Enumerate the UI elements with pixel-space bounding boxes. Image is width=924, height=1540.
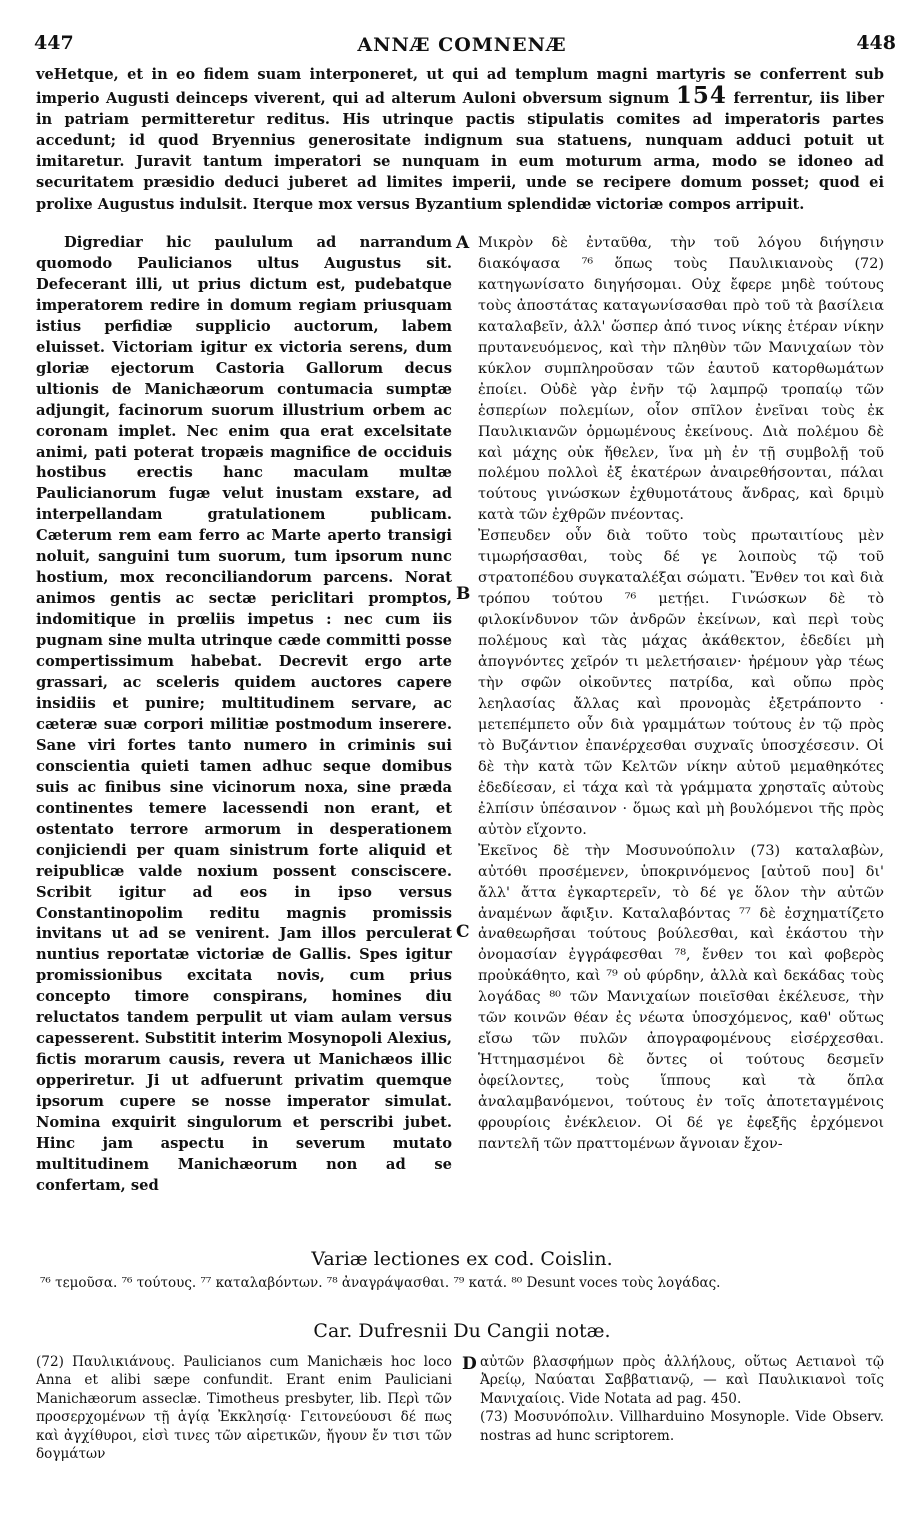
variae-lectiones-title: Variæ lectiones ex cod. Coislin. [311,1248,613,1270]
running-header [0,32,924,60]
margin-letter-c: C [456,922,470,942]
margin-letter-b: B [456,584,471,604]
page-number-left: 447 [34,32,74,54]
note-72-continued: αὐτῶν βλασφήμων πρὸς ἀλλήλους, οὕτως Αετιανοὶ τῷ Ἀρείῳ, Ναύαται Σαββατιανῷ, — καὶ Παυλικιανοὶ τοῖς Μανιχαίοις. Vide Notata ad pag. 450. [480,1354,884,1407]
greek-column [478,233,884,1155]
greek-paragraph-1: Μικρὸν δὲ ἐνταῦθα, τὴν τοῦ λόγου διήγησιν διακόψασα ⁷⁶ ὅπως τοὺς Παυλικιανοὺς (72) κατηγωνίσατο διηγήσομαι. Οὐχ ἔφερε μηδὲ τούτους τοὺς ἀποστάτας καταγωνίσασθαι πρὸ τοῦ τὰ βασίλεια καταλαβεῖν, ἀλλ' ὥσπερ ἀπό τινος νίκης ἑτέραν νίκην πρυτανευόμενος, καὶ τὴν πληθὺν τῶν Μανιχαίων τὸν κύκλον συμπληροῦσαν τῶν ἑαυτοῦ κατορθωμάτων ἐποίει. Οὐδὲ γὰρ ἐνῆν τῷ λαμπρῷ τροπαίῳ τῶν ἑσπερίων πολεμίων, οἷον σπῖλον ἐνεῖναι τοὺς ἐκ Παυλικιανῶν ὁρμωμένους ἐκείνους. Διὰ πολέμου δὲ καὶ μάχης οὐκ ἤθελεν, ἵνα μὴ ἐν τῇ συμβολῇ τοῦ πολέμου πολλοὶ ἐξ ἑκατέρων ἀναιρεθήσονται, πάλαι τούτους γινώσκων ἐχθυμοτάτους ἄνδρας, καὶ δριμὺ κατὰ τῶν ἐχθρῶν πνέοντας. [478,235,884,524]
note-72: (72) Παυλικιάνους. Paulicianos cum Manichæis hoc loco Anna et alibi sæpe confundit. Erant enim Pauliciani Manichæorum asseclæ. Timotheus presbyter, lib. Περὶ τῶν προσερχομένων τῇ ἁγίᾳ Ἐκκλησίᾳ· Γειτονεύουσι δέ πως καὶ ἀγχίθυροι, εἰσὶ τινες τῶν αἱρετικῶν, ἤγουν ἔν τισι τῶν δογμάτων [36,1354,452,1463]
intro-paragraph [36,64,884,215]
notes-title: Car. Dufresnii Du Cangii notæ. [313,1320,611,1342]
intro-text-b: ferrentur, iis liber in patriam permitteretur reditus. His utrinque pactis stipulatis comites ad imperatoris partes accedunt; id quod Bryennius generositate indignum sua statuens, nunquam adduci potuit ut imitaretur. Juravit tantum imperatori se nunquam in eum moturum arma, modo se idoneo ad securitatem præsidio deduci juberet ad limites imperii, unde se recipere domum posset; quod ei prolixe Augustus indulsit. Iterque mox versus Byzantium splendidæ victoriæ compos arripuit. [36,90,884,213]
latin-column [36,233,452,1197]
note-73: (73) Μοσυνόπολιν. Villharduino Mosynople. Vide Observ. nostras ad hunc scriptorem. [480,1409,884,1444]
notes-left-column [36,1353,452,1463]
variae-lectiones-text [40,1274,886,1293]
greek-paragraph-2: Ἐσπευδεν οὖν διὰ τοῦτο τοὺς πρωταιτίους μὲν τιμωρήσασθαι, τοὺς δέ γε λοιποὺς τῷ τοῦ στρατοπέδου συγκαταλέξαι σώματι. Ἔνθεν τοι καὶ διὰ τρόπου τούτου ⁷⁶ μετῄει. Γινώσκων δὲ τὸ φιλοκίνδυνον τῶν ἀνδρῶν ἐκείνων, καὶ περὶ τοὺς πολέμους καὶ τὰς μάχας ἀκάθεκτον, ἐδεδίει μὴ ἀπογνόντες χεῖρόν τι μελετήσαιεν· ἠρέμουν γὰρ τέως τὴν σφῶν οἰκοῦντες πατρίδα, καὶ οὔπω πρὸς λεηλασίας ἄλλας καὶ προνομὰς ἐξετράποντο · μετεπέμπετο οὖν διὰ γραμμάτων τούτους ἐν τῷ πρὸς τὸ Βυζάντιον ἐπανέρχεσθαι συχναῖς ὑποσχέσεσιν. Οἱ δὲ τὴν κατὰ τῶν Κελτῶν νίκην αὐτοῦ μεμαθηκότες ἐδεδίεσαν, εἰ τάχα καὶ τὰ γράμματα χρησταῖς αὐτοὺς ἐλπίσιν ὑπέσαινον · ὅμως καὶ μὴ βουλόμενοι τῆς πρὸς αὐτὸν εἴχοντο. [478,528,884,838]
variae-lectiones-body: ⁷⁶ τεμοῦσα. ⁷⁶ τούτους. ⁷⁷ καταλαβόντων. ⁷⁸ ἀναγράψασθαι. ⁷⁹ κατά. ⁸⁰ Desunt voces τοὺς λογάδας. [40,1275,721,1291]
margin-letter-a: A [456,233,470,253]
latin-paragraph: Digrediar hic paululum ad narrandum quomodo Paulicianos ultus Augustus sit. Defecerant illi, ut prius dictum est, pudebatque imperatorem redire in domum regiam priusquam istius perfidiæ supplicio auctorum, labem eluisset. Victoriam igitur ex victoria serens, dum gloriæ ejectorum Castoria Gallorum decus ultionis de Manichæorum contumacia sumptæ adjungit, facinorum suorum illustrium orbem ac coronam implet. Nec enim qua erat excelsitate animi, pati poterat tropæis magnifice de occiduis hostibus erectis hanc maculam multæ Paulicianorum fugæ velut inustam exstare, ad interpellandam gratulationem publicam. Cæterum rem eam ferro ac Marte aperto transigi noluit, sanguini tum suorum, tum ipsorum nunc hostium, mox reconciliandorum parcens. Norat animos gentis ac sectæ periclitari promptos, indomitique in prœliis impetus : nec cum iis pugnam sine multa utrinque cæde committi posse compertissimum habebat. Decrevit ergo arte grassari, ac sceleris quidem auctores capere insidiis et punire; multitudinem servare, ac cæteræ suæ corpori militiæ postmodum inserere. Sane viri fortes tanto numero in criminis sui conscientia quieti tamen adhuc seque domibus suis ac finibus sine vicinorum noxa, sine præda continentes temere lacessendi non erant, et ostentato terrore armorum in desperationem conjiciendi per quam sinistrum forte aliquid et reipublicæ valde noxium possent consciscere. Scribit igitur ad eos in ipso versus Constantinopolim reditu magnis promissis invitans ut ad se venirent. Jam illos perculerat nuntius reportatæ victoriæ de Gallis. Spes igitur promissionibus excitata novis, cum prius concepto timore conspirans, homines diu reluctatos tandem perpulit ut viam aulam versus capesserent. Substitit interim Mosynopoli Alexius, fictis morarum causis, revera ut Manichæos illic opperiretur. Ji ut adfuerunt privatim quemque ipsorum cupere se nosse imperator simulat. Nomina exquirit singulorum et perscribi jubet. Hinc jam aspectu in severum mutato multitudinem Manichæorum non ad se confertam, sed [36,234,452,1194]
running-title: ANNÆ COMNENÆ [357,34,567,56]
margin-letter-d: D [462,1354,477,1374]
section-number: 154 [675,82,727,110]
intro-text-a: veHetque, et in eo fidem suam interponeret, ut qui ad templum magni martyris se conferrent sub imperio Augusti deinceps viverent, qui ad alterum Auloni obversum signum [36,66,884,108]
greek-paragraph-3: Ἐκεῖνος δὲ τὴν Μοσυνούπολιν (73) καταλαβὼν, αὐτόθι προσέμενεν, ὑποκρινόμενος [αὐτοῦ που] δι' ἄλλ' ἄττα ἐγκαρτερεῖν, τὸ δέ γε ὅλον τὴν αὐτῶν ἀναμένων ἄφιξιν. Καταλαβόντας ⁷⁷ δὲ ἐσχηματίζετο ἀναθεωρῆσαι τούτους βούλεσθαι, καὶ ἑκάστου τὴν ὀνομασίαν ἐγγράφεσθαι ⁷⁸, ἔνθεν τοι καὶ φοβερὸς προὐκάθητο, καὶ ⁷⁹ οὐ φύρδην, ἀλλὰ καὶ δεκάδας τοὺς λογάδας ⁸⁰ τῶν Μανιχαίων ποιεῖσθαι ἐκέλευσε, τὴν τῶν κοινῶν θέαν ἐς νέωτα ὑποσχόμενος, καθ' οὕτως εἴσω τῶν πυλῶν ἀπογραφομένους εἰσέρχεσθαι. Ἡττημασμένοι δὲ ὄντες οἱ τούτους δεσμεῖν ὀφείλοντες, τοὺς ἵππους καὶ τὰ ὅπλα ἀναλαμβανόμενοι, τούτους ἐν τοῖς ἀποτεταγμένοις φρουρίοις ἐνέκλειον. Οἱ δέ γε ἐφεξῆς ἐρχόμενοι παντελῆ τῶν πραττομένων ἄγνοιαν ἔχον- [478,842,884,1152]
page-number-right: 448 [856,32,896,54]
notes-right-column [480,1353,884,1445]
